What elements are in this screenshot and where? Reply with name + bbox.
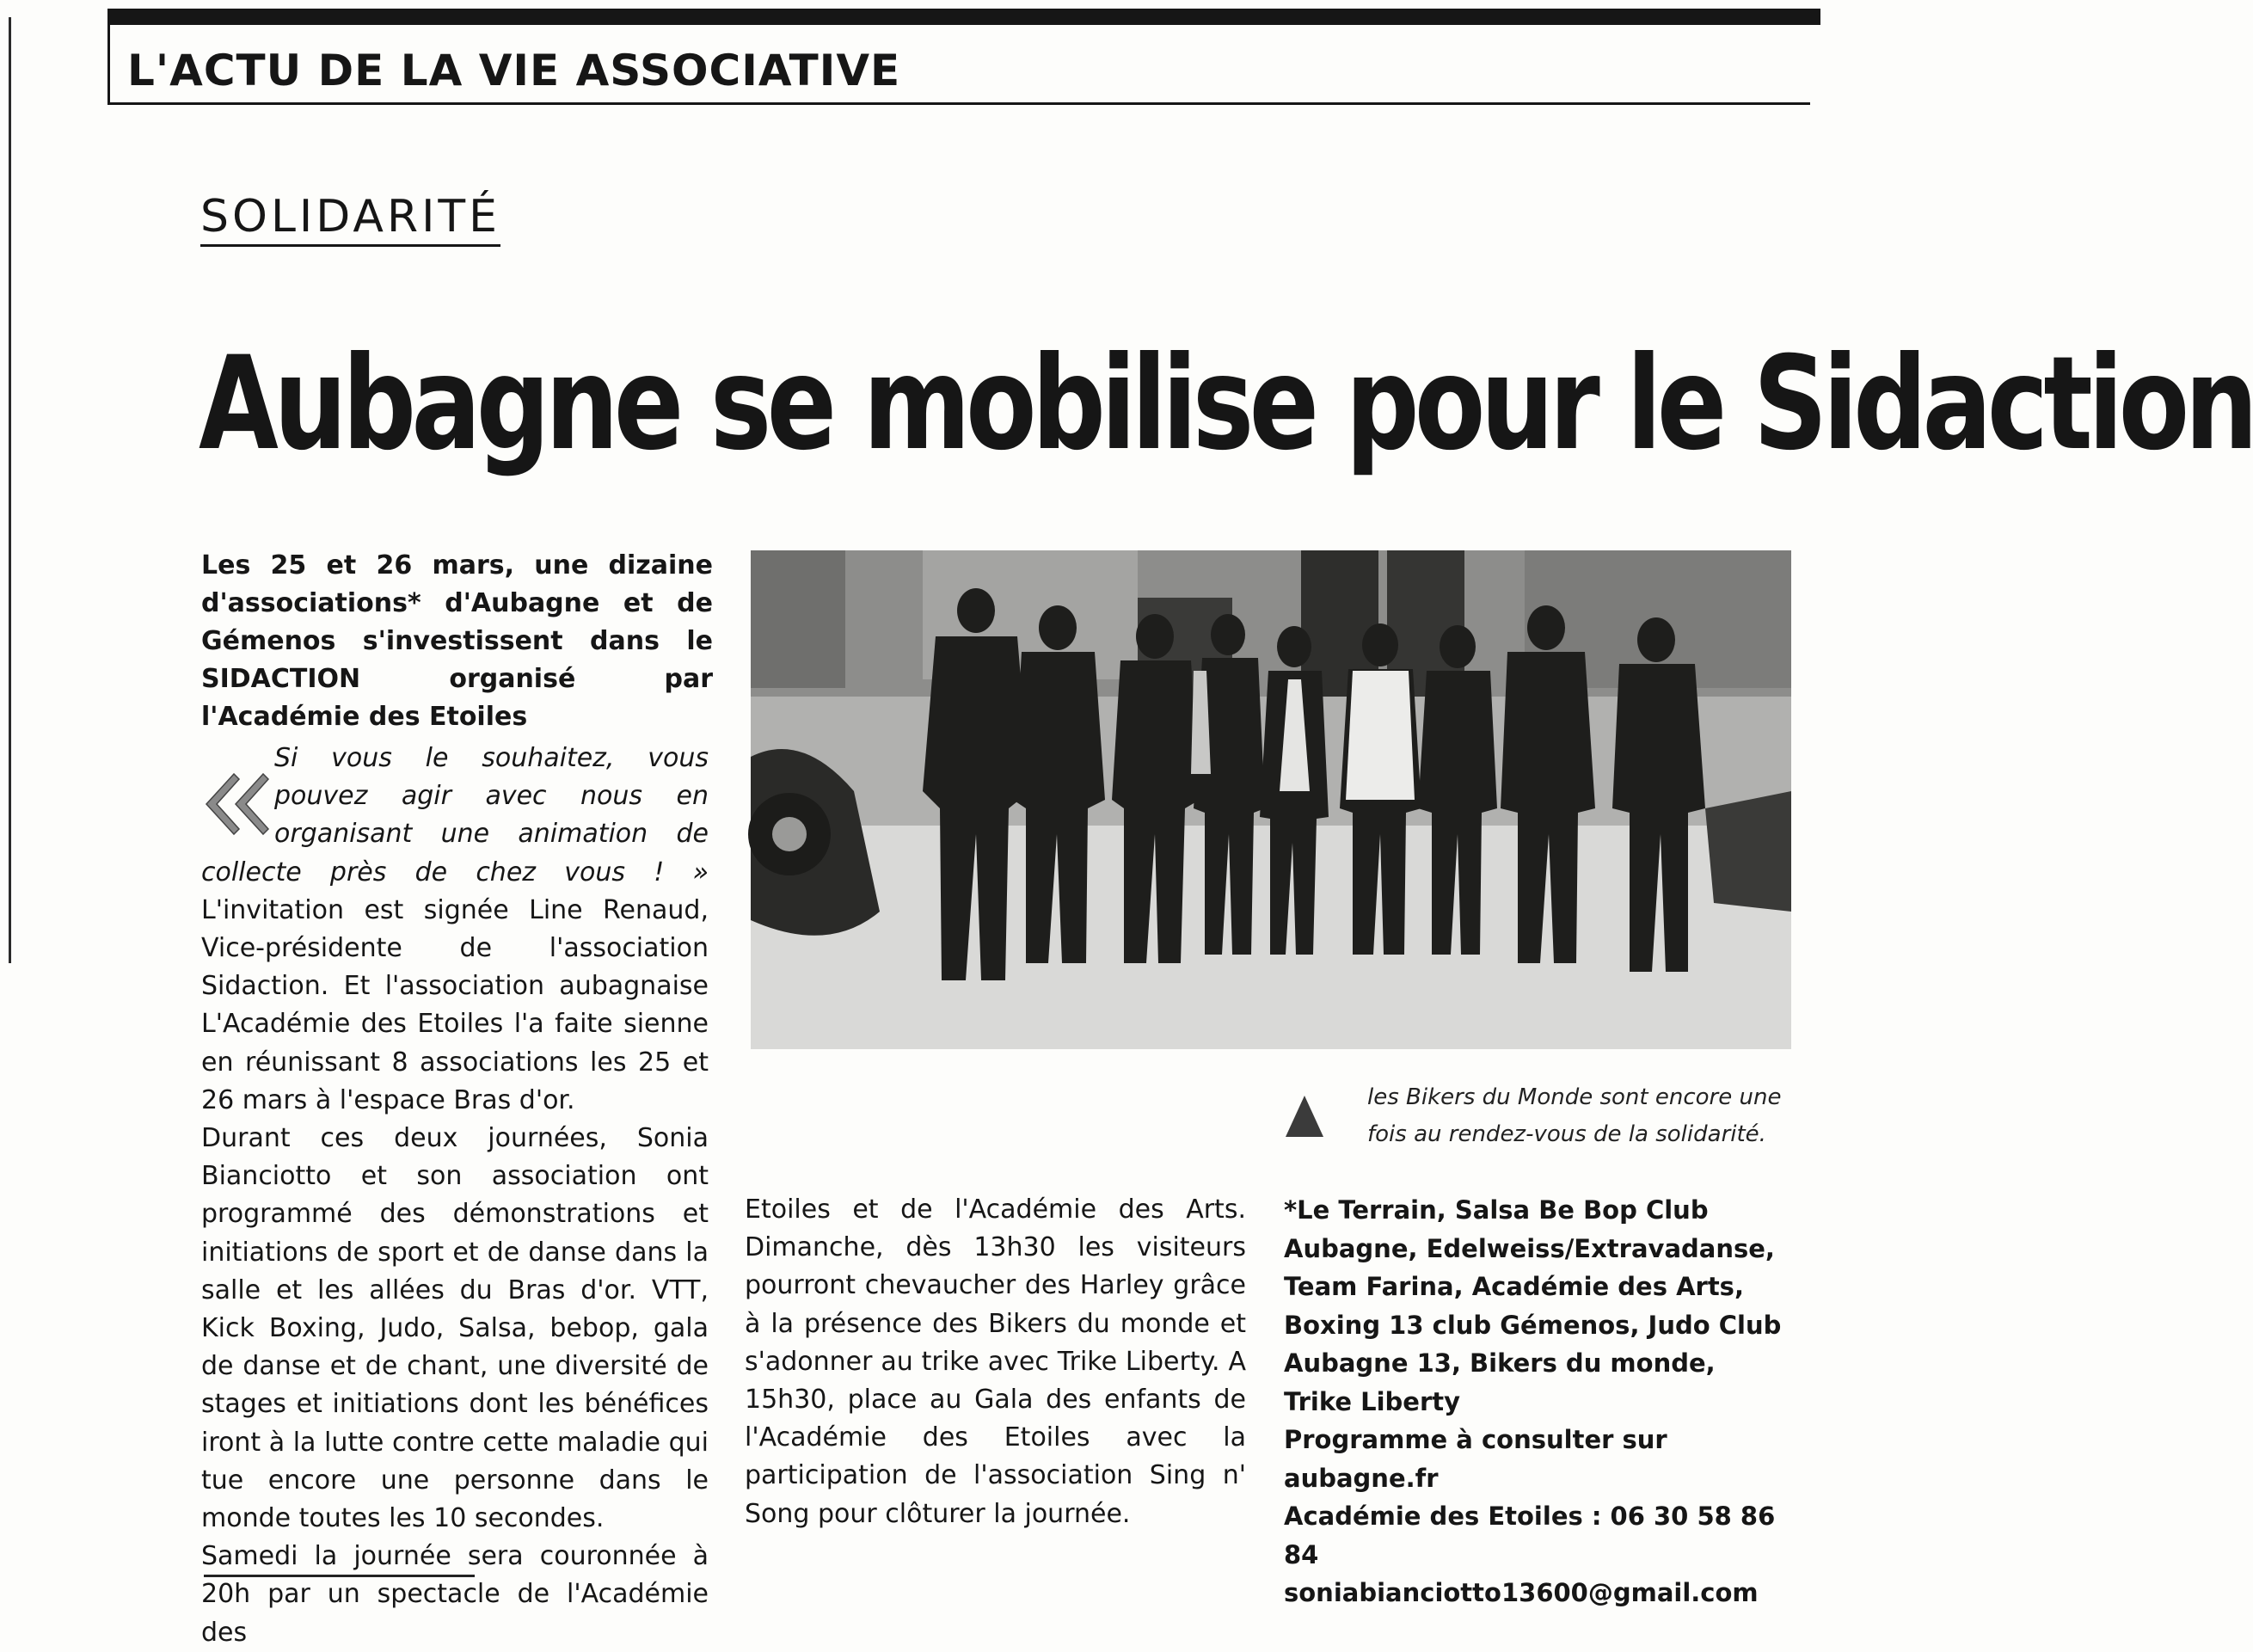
program-note: Programme à consulter sur aubagne.fr — [1284, 1425, 1667, 1493]
footer-rule — [204, 1575, 475, 1577]
article-lead: Les 25 et 26 mars, une dizaine d'associations* d'Aubagne et de Gémenos s'investissent dans le SIDACTION organisé par l'Académie des Etoiles — [201, 550, 713, 732]
quote-mark-icon — [201, 765, 274, 843]
article-headline: Aubagne se mobilise pour le Sidaction — [199, 329, 2253, 479]
article-column-3 — [1284, 1191, 1791, 1612]
paragraph-quote — [201, 740, 709, 1120]
paragraph-1-text: L'invitation est signée Line Renaud, Vice-présidente de l'association Sidaction. Et l'association aubagnaise L'Académie des Etoiles l'a faite sienne en réunissant 8 associations les 25 et 26 mars à l'espace Bras d'or. — [201, 894, 709, 1115]
contact-email: soniabianciotto13600@gmail.com — [1284, 1578, 1759, 1607]
quote-text: Si vous le souhaitez, vous pouvez agir avec nous en organisant une animation de collecte près de chez vous ! » — [201, 743, 709, 887]
rubric-label: SOLIDARITÉ — [200, 191, 500, 247]
caption-triangle-icon — [1284, 1094, 1325, 1139]
left-margin-rule — [9, 17, 11, 963]
paragraph-2: Durant ces deux journées, Sonia Bianciotto et son association ont programmé des démonstrations et initiations de sport et de danse dans la salle et les allées du Bras d'or. VTT, Kick Boxing, Judo, Salsa, bebop, gala de danse et de chant, une diversité de stages et initiations dont les bénéfices iront à la lutte contre cette maladie qui tue encore une personne dans le monde toutes les 10 secondes. — [201, 1123, 709, 1534]
bikers-group-photo — [751, 550, 1791, 1049]
article-column-2 — [745, 1191, 1246, 1533]
paragraph-3: Samedi la journée sera couronnée à 20h par un spectacle de l'Académie des — [201, 1541, 709, 1648]
photo-illustration — [751, 550, 1791, 1049]
paragraph-4: Etoiles et de l'Académie des Arts. Dimanche, dès 13h30 les visiteurs pourront chevaucher des Harley grâce à la présence des Bikers du monde et s'adonner au trike avec Trike Liberty. A 15h30, place au Gala des enfants de l'Académie des Etoiles avec la participation de l'association Sing n' Song pour clôturer la journée. — [745, 1194, 1246, 1529]
photo-caption: les Bikers du Monde sont encore une fois au rendez-vous de la solidarité. — [1367, 1084, 1782, 1147]
contact-phone: Académie des Etoiles : 06 30 58 86 84 — [1284, 1502, 1776, 1569]
association-footnote: *Le Terrain, Salsa Be Bop Club Aubagne, Edelweiss/Extravadanse, Team Farina, Académie des Arts, Boxing 13 club Gémenos, Judo Club Aubagne 13, Bikers du monde, Trike Liberty — [1284, 1195, 1782, 1416]
article-column-1 — [201, 740, 709, 1652]
section-title: L'ACTU DE LA VIE ASSOCIATIVE — [127, 46, 901, 95]
